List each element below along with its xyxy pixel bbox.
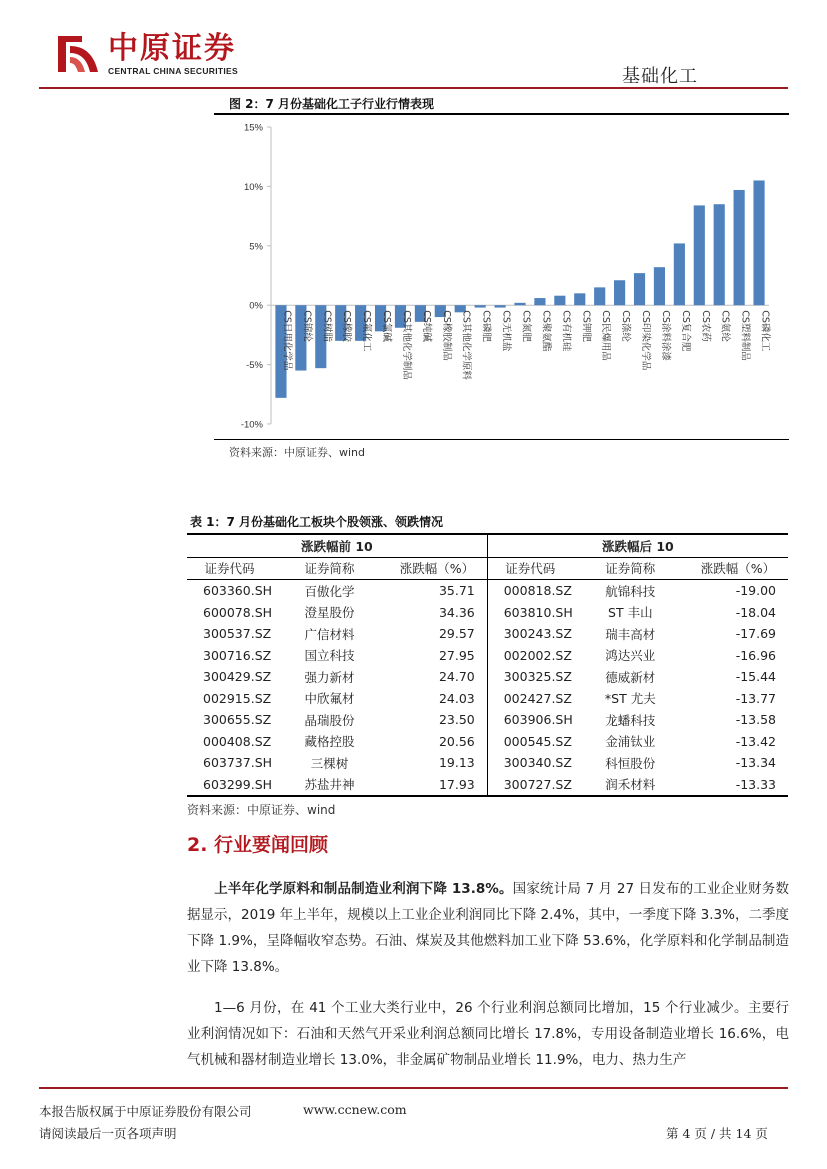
x-category-label: CS橡胶 [341,310,353,342]
paragraph-body: 1—6 月份，在 41 个工业大类行业中，26 个行业利润总额同比增加，15 个行业减少。主要行业利润情况如下：石油和天然气开采业利润总额同比增长 17.8%，专用设备制造业增长 16.6%，电气机械和器材制造业增长 13.0%，非金属矿物制品业增长 11.9%，电力、热力生产 [187,1000,789,1068]
table-row [187,666,788,688]
industry-section-name: 基础化工 [622,66,698,87]
y-tick-label: -10% [240,419,263,431]
table-cell: 34.36 [387,602,487,624]
footer-divider [39,1087,788,1089]
chart-bar [734,190,745,305]
table-cell: 科恒股份 [605,755,656,771]
table-cell: 广信材料 [304,626,355,642]
table-cell: 000545.SZ [503,733,572,749]
table-cell: 强力新材 [304,669,355,685]
table-cell: -13.42 [735,733,776,749]
paragraph-lead-sentence: 上半年化学原料和制品制造业利润下降 13.8%。 [214,881,513,897]
figure-source-note: 资料来源：中原证券、wind [229,446,366,459]
table-cell: 24.70 [387,666,487,688]
table-row [187,580,788,602]
x-category-label: CS农药 [699,310,711,342]
x-category-label: CS日用化学品 [281,310,293,371]
table-cell: 300325.SZ [503,669,572,685]
table-cell: 002002.SZ [503,647,572,663]
table-cell: -13.33 [688,774,788,797]
table-cell: 润禾材料 [573,774,688,797]
table-cell: 300429.SZ [203,669,272,685]
x-category-label: CS磷肥 [480,310,492,342]
table-cell: 24.03 [387,688,487,710]
x-category-label: CS树脂 [321,310,333,342]
chart-bar [574,293,585,305]
x-category-label: CS聚氨酯 [540,310,552,352]
top-bottom-stocks-table [187,533,788,797]
table-column-header: 证券简称 [573,557,688,580]
table-cell: 瑞丰高材 [605,626,656,642]
x-category-label: CS磷化工 [759,310,771,352]
chart-bar [654,267,665,305]
header-divider [39,87,788,89]
table-cell: 龙蟠科技 [605,712,656,728]
table-cell: 300243.SZ [503,626,572,642]
chart-bar [714,204,725,305]
table-cell: 藏格控股 [304,734,355,750]
x-category-label: CS其他化学制品 [400,310,412,380]
x-category-label: CS涂料涂漆 [659,310,671,361]
y-tick-label: -5% [246,360,263,372]
table-cell: 晶瑞股份 [304,712,355,728]
figure-top-rule [214,113,789,115]
chart-bar [634,273,645,305]
x-category-label: CS锦纶 [301,310,313,342]
footer-disclaimer: 请阅读最后一页各项声明 [39,1126,177,1141]
table-cell: 中欣氟材 [304,691,355,707]
table-cell: -15.44 [735,669,776,685]
table-column-header: 涨跌幅（%） [387,557,487,580]
table-cell: 603299.SH [187,774,272,797]
table-cell: -13.77 [735,690,776,706]
footer-website-link[interactable]: www.ccnew.com [303,1102,407,1117]
table-cell: *ST 尤夫 [604,691,656,707]
y-tick-label: 10% [243,181,263,193]
table-row [187,645,788,667]
figure-title: 图 2：7 月份基础化工子行业行情表现 [229,97,435,111]
table-cell: 国立科技 [304,648,355,664]
section-heading: 2. 行业要闻回顾 [187,834,329,856]
company-logo-chinese: 中原证券 [108,31,236,66]
table-column-header: 证券代码 [187,557,272,580]
chart-bar [614,280,625,305]
table-column-header: 证券代码 [487,557,573,580]
table-source-note: 资料来源：中原证券、wind [187,803,336,817]
x-category-label: CS复合肥 [679,310,691,352]
table-cell: 603906.SH [503,712,573,728]
table-cell: 20.56 [387,731,487,753]
chart-bar [594,287,605,305]
table-cell: 德威新材 [605,669,656,685]
paragraph-profit-decline [187,876,789,980]
table-cell: -13.58 [735,712,776,728]
y-tick-label: 0% [249,300,263,312]
table-row [187,752,788,774]
x-category-label: CS氟化工 [361,310,373,352]
table-group-top10: 涨跌幅前 10 [187,534,487,557]
x-category-label: CS纯碱 [420,310,432,342]
x-category-label: CS钾肥 [580,310,592,342]
table-cell: ST 丰山 [608,605,653,621]
table-cell: 300340.SZ [503,755,572,771]
table-column-header: 涨跌幅（%） [688,557,788,580]
table-cell: -16.96 [735,647,776,663]
table-cell: -18.04 [735,604,776,620]
table-cell: 603360.SH [203,583,273,599]
x-category-label: CS民爆用品 [600,310,612,361]
table-cell: 苏盐井神 [272,774,387,797]
table-cell: 603737.SH [203,755,273,771]
x-category-label: CS氮肥 [520,310,532,342]
table-cell: 603810.SH [503,604,573,620]
x-category-label: CS有机硅 [560,310,572,352]
chart-bar [534,298,545,305]
table-cell: 三棵树 [310,755,349,771]
chart-bar [554,296,565,306]
x-category-label: CS涤纶 [620,310,632,342]
table-cell: -13.34 [735,755,776,771]
chart-bar [514,303,525,305]
table-cell: 19.13 [387,752,487,774]
chart-bar [674,243,685,305]
table-group-bottom10: 涨跌幅后 10 [487,534,788,557]
x-category-label: CS其他化学原料 [460,310,472,380]
table-row [187,709,788,731]
table-cell: 29.57 [387,623,487,645]
table-cell: -17.69 [735,626,776,642]
paragraph-industry-profits [187,995,789,1073]
table-cell: 002427.SZ [503,690,572,706]
table-column-header: 证券简称 [272,557,387,580]
table-cell: 300716.SZ [203,647,272,663]
table-row [187,731,788,753]
sub-industry-bar-chart [214,116,789,438]
table-cell: 600078.SH [203,604,273,620]
table-cell: 300537.SZ [203,626,272,642]
y-tick-label: 15% [243,122,263,134]
table-cell: 35.71 [387,580,487,602]
footer-copyright: 本报告版权属于中原证券股份有限公司 [39,1104,252,1119]
x-category-label: CS无机盐 [500,310,512,352]
page-number: 第 4 页 / 共 14 页 [666,1126,768,1141]
table-cell: 航锦科技 [605,583,656,599]
table-row [187,688,788,710]
x-category-label: CS印染化学品 [640,310,652,371]
table-title: 表 1：7 月份基础化工板块个股领涨、领跌情况 [190,515,444,529]
x-category-label: CS塑料制品 [739,310,751,361]
table-row [187,623,788,645]
table-row [187,774,788,797]
table-cell: 金浦钛业 [605,734,656,750]
chart-bar [694,205,705,305]
chart-bar [475,305,486,307]
figure-bottom-rule [214,439,789,440]
table-cell: 23.50 [387,709,487,731]
table-cell: 000818.SZ [503,583,572,599]
table-cell: 百傲化学 [304,583,355,599]
table-cell: 002915.SZ [203,690,272,706]
table-cell: 澄星股份 [304,605,355,621]
chart-bar [495,305,506,307]
table-cell: 17.93 [387,774,487,797]
table-cell: 300727.SZ [487,774,573,797]
company-logo-english: CENTRAL CHINA SECURITIES [108,66,238,76]
y-tick-label: 5% [249,241,263,253]
company-logo-mark [54,32,102,76]
x-category-label: CS氯碱 [381,310,393,342]
table-row [187,602,788,624]
table-cell: 000408.SZ [203,733,272,749]
table-cell: 300655.SZ [203,712,272,728]
paragraph-body: 国家统计局 7 月 27 日发布的工业企业财务数据显示，2019 年上半年，规模以上工业企业利润同比下降 2.4%，其中，一季度下降 3.3%，二季度下降 1.9%，呈降幅收窄态势。石油、煤炭及其他燃料加工业下降 53.6%，化学原料和化学制品制造业下降 13.8%。 [187,881,789,975]
x-category-label: CS橡胶制品 [440,310,452,361]
x-category-label: CS氨纶 [719,310,731,342]
chart-bar [753,180,764,305]
table-cell: 鸿达兴业 [605,648,656,664]
table-cell: -19.00 [735,583,776,599]
table-cell: 27.95 [387,645,487,667]
